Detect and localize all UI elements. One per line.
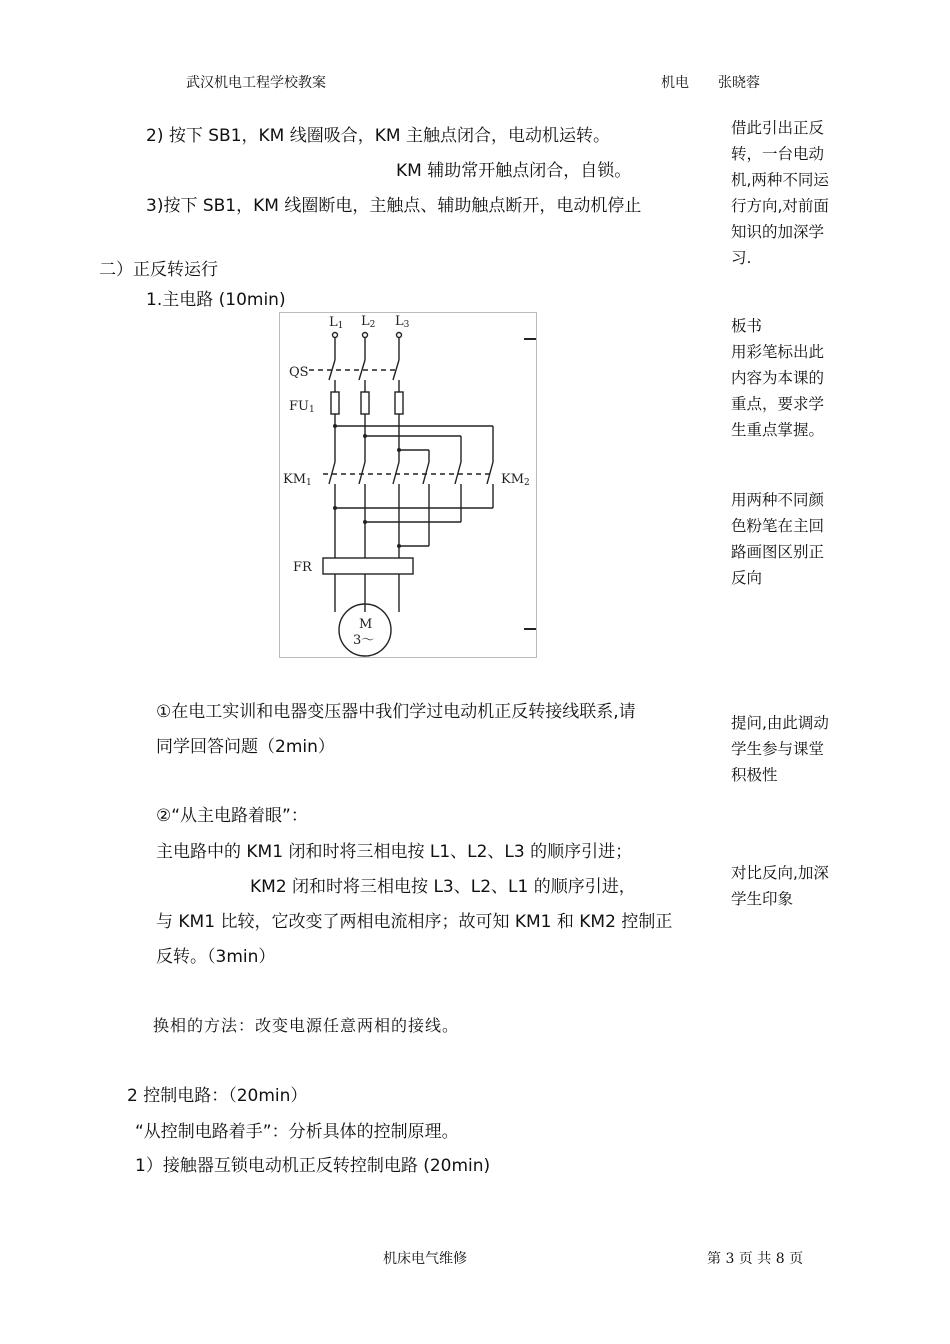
sidebar-note4	[731, 710, 851, 788]
note-line: 积极性	[731, 766, 778, 784]
control-item1: 1）接触器互锁电动机正反转控制电路 (20min)	[135, 1156, 491, 1176]
sub2-heading: 2 控制电路：（20min）	[127, 1086, 308, 1106]
label-QS: QS	[289, 365, 309, 380]
note-line: 色粉笔在主回	[731, 517, 825, 535]
question2-line1: 主电路中的 KM1 闭和时将三相电按 L1、L2、L3 的顺序引进；	[156, 842, 633, 862]
note-line: 生重点掌握。	[731, 421, 825, 439]
question1-line1: ①在电工实训和电器变压器中我们学过电动机正反转接线联系,请	[156, 702, 636, 722]
question1-line2: 同学回答问题（2min）	[156, 737, 335, 757]
note-line: 学生参与课堂	[731, 740, 825, 758]
note-line: 反向	[731, 569, 763, 587]
label-FR: FR	[293, 560, 312, 575]
label-L1: L1	[329, 315, 344, 331]
sub1-heading: 1.主电路 (10min)	[146, 290, 286, 310]
note-line: 学生印象	[731, 890, 794, 908]
label-L3: L3	[395, 314, 410, 330]
note-line: 借此引出正反	[731, 119, 825, 137]
method-line: 换相的方法：改变电源任意两相的接线。	[153, 1016, 460, 1035]
sidebar-note2	[731, 313, 851, 443]
note-line: 重点，要求学	[731, 395, 825, 413]
sidebar-note1	[731, 115, 851, 271]
note-line: 机,两种不同运	[731, 171, 829, 189]
control-intro: “从控制电路着手”：分析具体的控制原理。	[135, 1122, 459, 1142]
note-line: 对比反向,加深	[731, 864, 829, 882]
section2-heading: 二）正反转运行	[99, 260, 218, 280]
question2-title: ②“从主电路着眼”：	[156, 806, 308, 826]
note-line: 提问,由此调动	[731, 714, 829, 732]
note-line: 习.	[731, 249, 752, 267]
note-line: 内容为本课的	[731, 369, 825, 387]
question2-line3: 与 KM1 比较，它改变了两相电流相序；故可知 KM1 和 KM2 控制正	[156, 912, 673, 932]
label-KM2: KM2	[501, 472, 530, 488]
step3-line: 3)按下 SB1，KM 线圈断电，主触点、辅助触点断开，电动机停止	[146, 196, 642, 216]
note-line: 知识的加深学	[731, 223, 825, 241]
footer-course: 机床电气维修	[383, 1251, 467, 1267]
sidebar-note3	[731, 487, 851, 591]
question2-line2: KM2 闭和时将三相电按 L3、L2、L1 的顺序引进，	[250, 877, 636, 897]
header-dept: 机电	[661, 75, 689, 91]
step2-line1: 2) 按下 SB1，KM 线圈吸合，KM 主触点闭合，电动机运转。	[146, 126, 610, 146]
note-line: 路画图区别正	[731, 543, 825, 561]
label-L2: L2	[361, 314, 376, 330]
main-circuit-diagram	[279, 312, 537, 658]
step2-line2: KM 辅助常开触点闭合，自锁。	[396, 161, 632, 181]
sidebar-note5	[731, 860, 851, 912]
header-author: 张晓蓉	[718, 75, 760, 91]
header-school: 武汉机电工程学校教案	[186, 75, 326, 91]
footer-page-info: 第 3 页 共 8 页	[707, 1251, 804, 1267]
label-KM1: KM1	[283, 472, 312, 488]
motor-phase-label: 3～	[353, 633, 375, 648]
note-line: 用两种不同颜	[731, 491, 825, 509]
note-line: 板书	[731, 317, 763, 335]
note-line: 转，一台电动	[731, 145, 825, 163]
note-line: 用彩笔标出此	[731, 343, 825, 361]
motor-label: M	[359, 617, 373, 632]
note-line: 行方向,对前面	[731, 197, 829, 215]
question2-line4: 反转。（3min）	[156, 947, 276, 967]
label-FU: FU1	[289, 399, 315, 415]
